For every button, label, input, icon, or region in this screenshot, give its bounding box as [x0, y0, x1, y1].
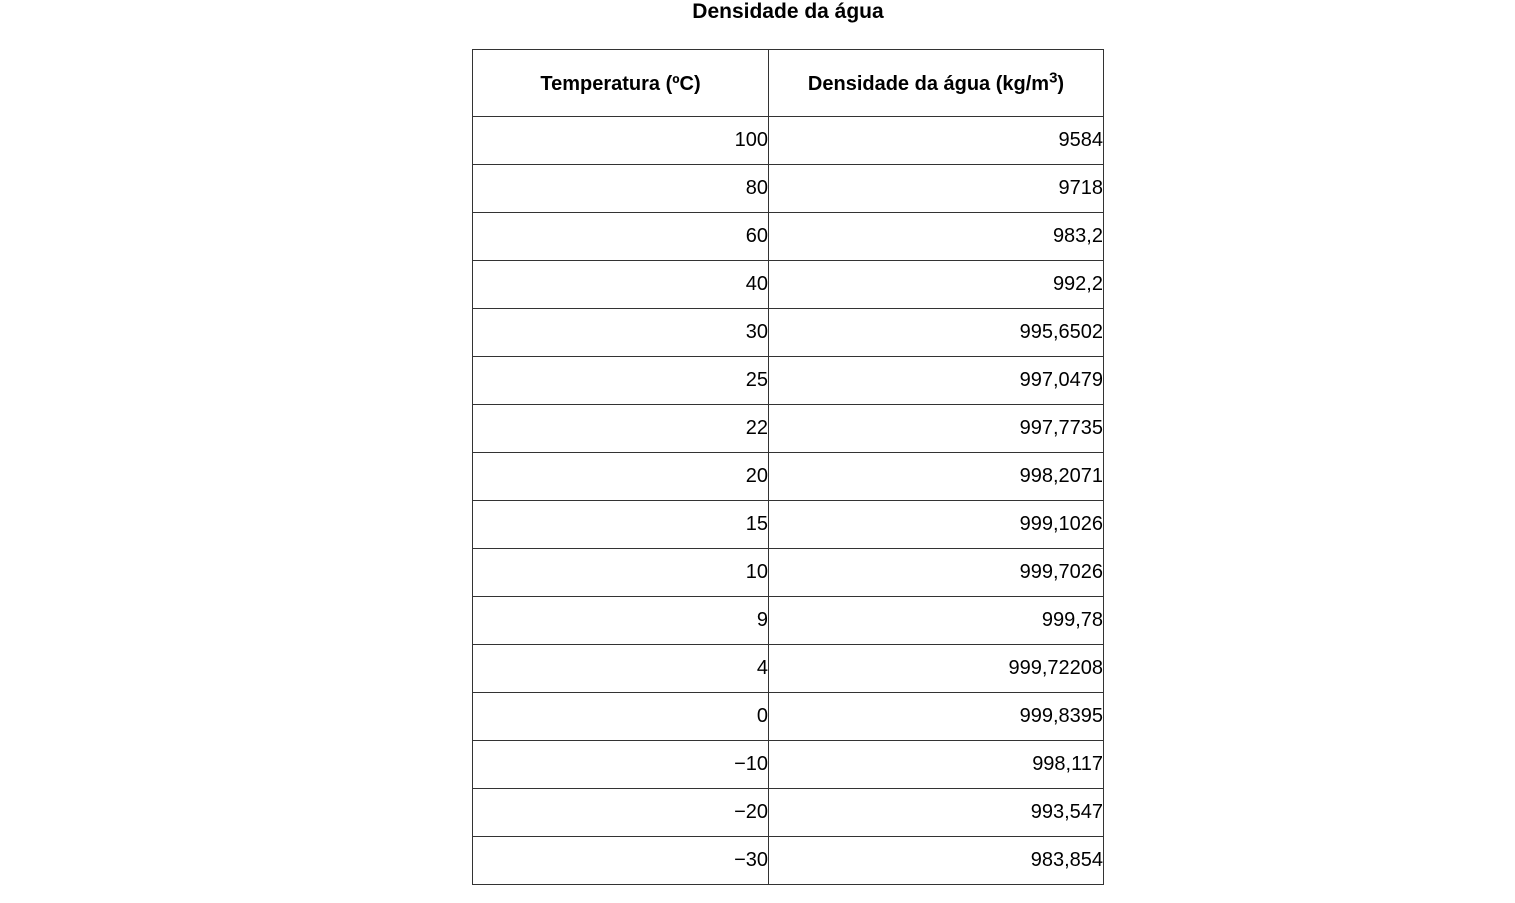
temperature-cell: 25 [473, 357, 769, 405]
density-header-suffix: ) [1057, 72, 1065, 95]
density-cell: 995,6502 [769, 309, 1104, 357]
table-row [473, 453, 1104, 501]
table-row [473, 837, 1104, 885]
density-cell: 983,2 [769, 213, 1104, 261]
temperature-cell: 60 [473, 213, 769, 261]
density-cell: 999,72208 [769, 645, 1104, 693]
temperature-cell: 0 [473, 693, 769, 741]
table-row [473, 213, 1104, 261]
density-cell: 999,78 [769, 597, 1104, 645]
temperature-cell: 20 [473, 453, 769, 501]
density-cell: 999,7026 [769, 549, 1104, 597]
table-row [473, 741, 1104, 789]
temperature-cell: 9 [473, 597, 769, 645]
temperature-header: Temperatura (ºC) [473, 50, 769, 117]
table-row [473, 261, 1104, 309]
density-cell: 993,547 [769, 789, 1104, 837]
density-cell: 9584 [769, 117, 1104, 165]
temperature-cell: 22 [473, 405, 769, 453]
density-table [472, 49, 1104, 885]
density-cell: 999,1026 [769, 501, 1104, 549]
table-row [473, 597, 1104, 645]
temperature-cell: 10 [473, 549, 769, 597]
table-row [473, 165, 1104, 213]
density-cell: 983,854 [769, 837, 1104, 885]
table-title: Densidade da água [692, 0, 884, 23]
temperature-cell: 30 [473, 309, 769, 357]
table-row [473, 501, 1104, 549]
table-row [473, 693, 1104, 741]
density-cell: 998,2071 [769, 453, 1104, 501]
density-cell: 997,7735 [769, 405, 1104, 453]
temperature-cell: 100 [473, 117, 769, 165]
header-row [473, 50, 1104, 117]
temperature-cell: 4 [473, 645, 769, 693]
temperature-cell: −20 [473, 789, 769, 837]
temperature-cell: 40 [473, 261, 769, 309]
table-row [473, 789, 1104, 837]
temperature-cell: −30 [473, 837, 769, 885]
density-cell: 997,0479 [769, 357, 1104, 405]
temperature-cell: 80 [473, 165, 769, 213]
density-cell: 999,8395 [769, 693, 1104, 741]
table-row [473, 117, 1104, 165]
table-row [473, 645, 1104, 693]
density-cell: 998,117 [769, 741, 1104, 789]
table-row [473, 405, 1104, 453]
temperature-cell: 15 [473, 501, 769, 549]
density-cell: 9718 [769, 165, 1104, 213]
temperature-cell: −10 [473, 741, 769, 789]
density-header [769, 50, 1104, 117]
table-row [473, 357, 1104, 405]
table-row [473, 549, 1104, 597]
table-row [473, 309, 1104, 357]
density-header-prefix: Densidade da água (kg/m [807, 72, 1050, 95]
density-header-exponent: 3 [1049, 68, 1058, 86]
density-cell: 992,2 [769, 261, 1104, 309]
